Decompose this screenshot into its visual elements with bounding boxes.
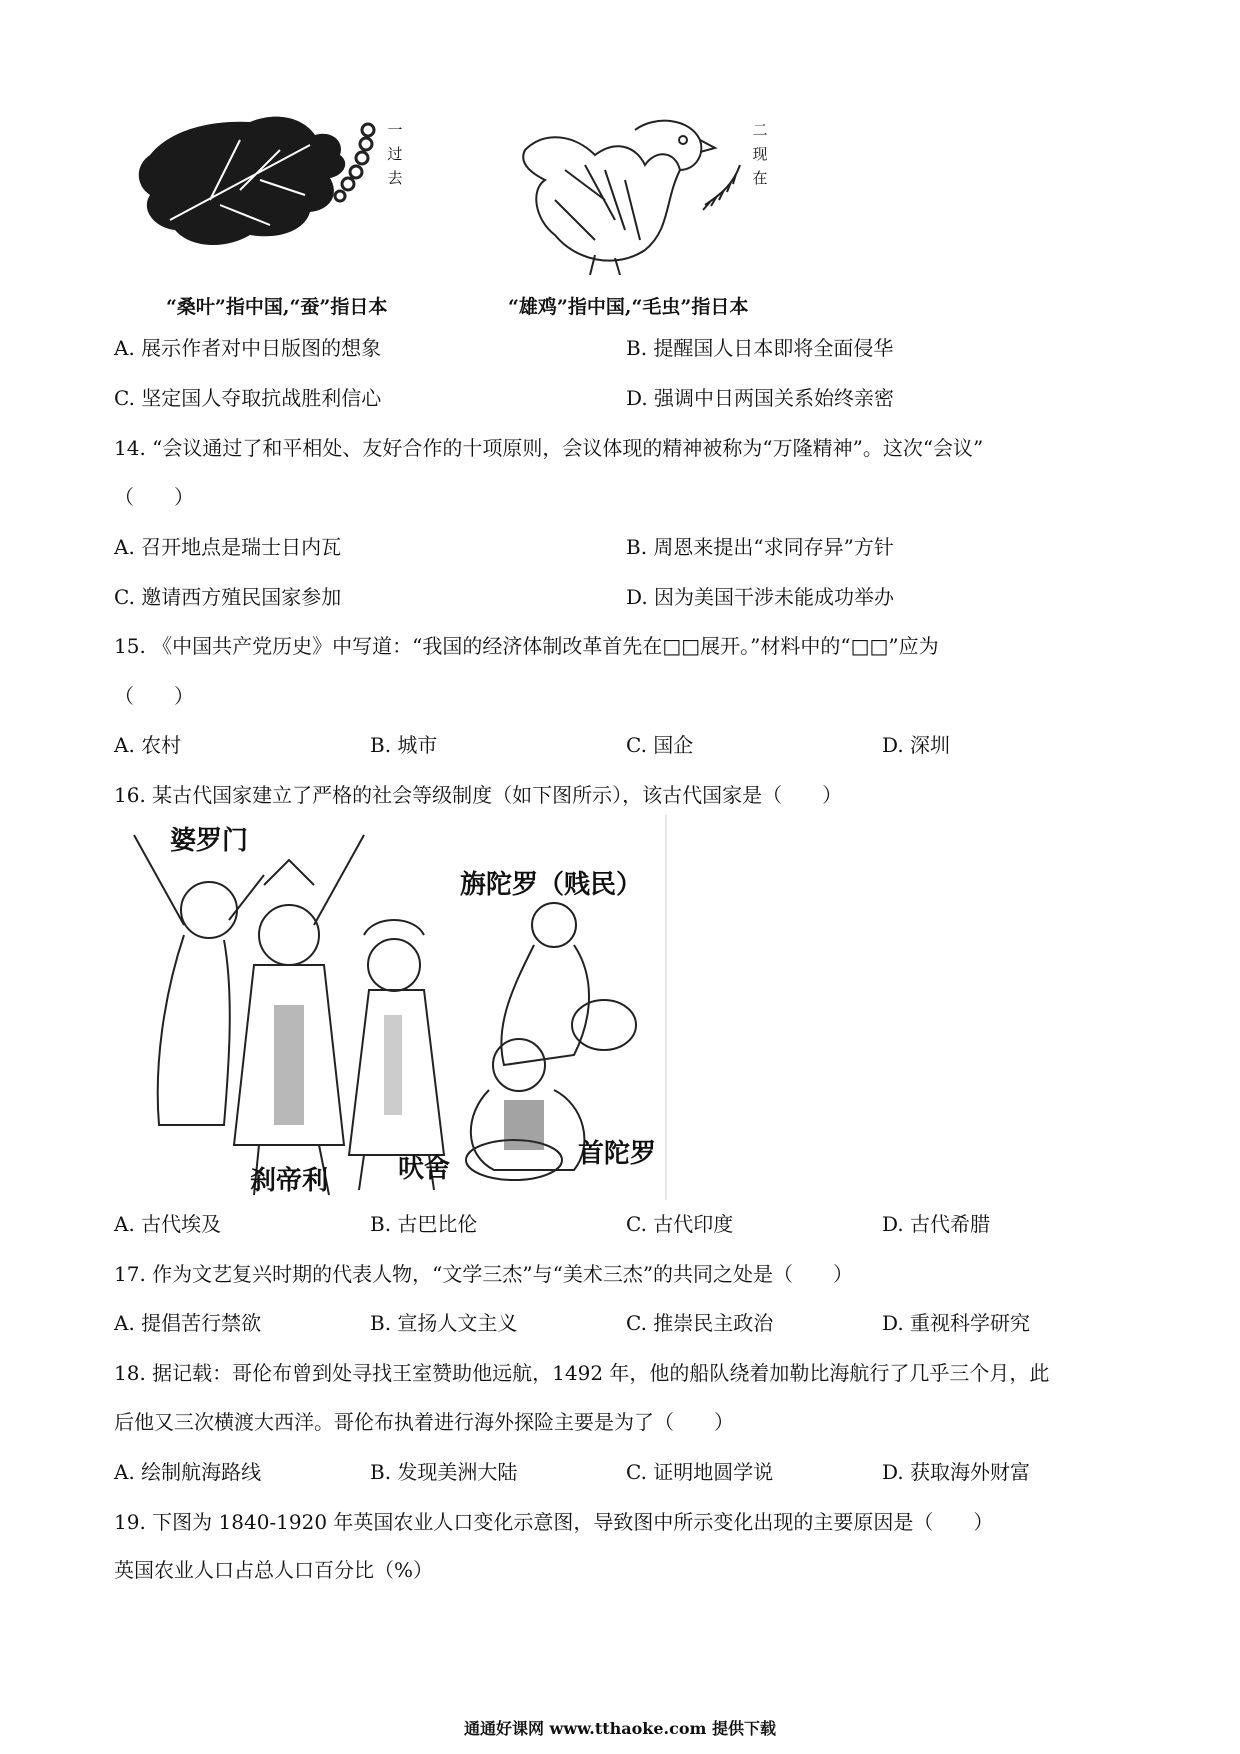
q15-option-c: C. 国企	[626, 733, 694, 757]
q16-option-b: B. 古巴比伦	[370, 1212, 478, 1236]
q17-option-a: A. 提倡苦行禁欲	[114, 1311, 262, 1335]
q15-stem-line1: 15. 《中国共产党历史》中写道：“我国的经济体制改革首先在□□展开。”材料中的“□□”应为	[114, 634, 939, 658]
q19-chart-caption: 英国农业人口占总人口百分比（%）	[114, 1558, 434, 1582]
q14-option-a: A. 召开地点是瑞士日内瓦	[114, 535, 342, 559]
q18-stem-line1: 18. 据记载：哥伦布曾到处寻找王室赞助他远航，1492 年，他的船队绕着加勒比海航行了几乎三个月，此	[114, 1361, 1050, 1385]
label-kshatriya: 刹帝利	[250, 1166, 329, 1196]
q13-option-d: D. 强调中日两国关系始终亲密	[626, 386, 895, 410]
label-shudra: 首陀罗	[578, 1139, 657, 1169]
q13-option-a: A. 展示作者对中日版图的想象	[114, 336, 382, 360]
q16-stem-line1: 16. 某古代国家建立了严格的社会等级制度（如下图所示），该古代国家是（ ）	[114, 783, 843, 807]
q17-option-c: C. 推崇民主政治	[626, 1311, 774, 1335]
caption-left: “桑叶”指中国,“蚕”指日本	[166, 296, 388, 318]
q19-stem-line1: 19. 下图为 1840-1920 年英国农业人口变化示意图，导致图中所示变化出现的主要原因是（ ）	[114, 1510, 994, 1534]
q18-stem-line2: 后他又三次横渡大西洋。哥伦布执着进行海外探险主要是为了（ ）	[114, 1410, 734, 1434]
q16-option-c: C. 古代印度	[626, 1212, 734, 1236]
q15-option-b: B. 城市	[370, 733, 438, 757]
q18-option-a: A. 绘制航海路线	[114, 1460, 262, 1484]
fig-left-side-text: 一过去	[387, 121, 403, 187]
caption-right: “雄鸡”指中国,“毛虫”指日本	[508, 296, 749, 318]
q17-option-d: D. 重视科学研究	[882, 1311, 1031, 1335]
q13-option-c: C. 坚定国人夺取抗战胜利信心	[114, 386, 382, 410]
q13-option-b: B. 提醒国人日本即将全面侵华	[626, 336, 894, 360]
rooster-caterpillar-cartoon	[505, 110, 765, 280]
leaf-silkworm-cartoon	[130, 100, 410, 275]
q14-option-c: C. 邀请西方殖民国家参加	[114, 585, 342, 609]
q15-option-a: A. 农村	[114, 733, 182, 757]
q18-option-b: B. 发现美洲大陆	[370, 1460, 518, 1484]
q14-stem-line1: 14. “会议通过了和平相处、友好合作的十项原则，会议体现的精神被称为“万隆精神”。这次“会议”	[114, 436, 984, 460]
q15-option-d: D. 深圳	[882, 733, 951, 757]
q17-option-b: B. 宣扬人文主义	[370, 1311, 518, 1335]
page-footer: 通通好课网 www.tthaoke.com 提供下载	[463, 1719, 777, 1738]
fig-right-side-text: 二现在	[752, 121, 768, 187]
q17-stem-line1: 17. 作为文艺复兴时期的代表人物，“文学三杰”与“美术三杰”的共同之处是（ ）	[114, 1262, 854, 1286]
q15-stem-line2: （ ）	[114, 684, 194, 708]
q18-option-c: C. 证明地圆学说	[626, 1460, 774, 1484]
q14-option-b: B. 周恩来提出“求同存异”方针	[626, 535, 894, 559]
label-chandala: 旃陀罗（贱民）	[460, 870, 643, 900]
q16-option-d: D. 古代希腊	[882, 1212, 991, 1236]
q16-option-a: A. 古代埃及	[114, 1212, 222, 1236]
label-brahmin: 婆罗门	[170, 826, 249, 856]
q14-option-d: D. 因为美国干涉未能成功举办	[626, 585, 895, 609]
q14-stem-line2: （ ）	[114, 485, 194, 509]
label-vaishya: 吠舍	[398, 1154, 451, 1184]
q18-option-d: D. 获取海外财富	[882, 1460, 1031, 1484]
